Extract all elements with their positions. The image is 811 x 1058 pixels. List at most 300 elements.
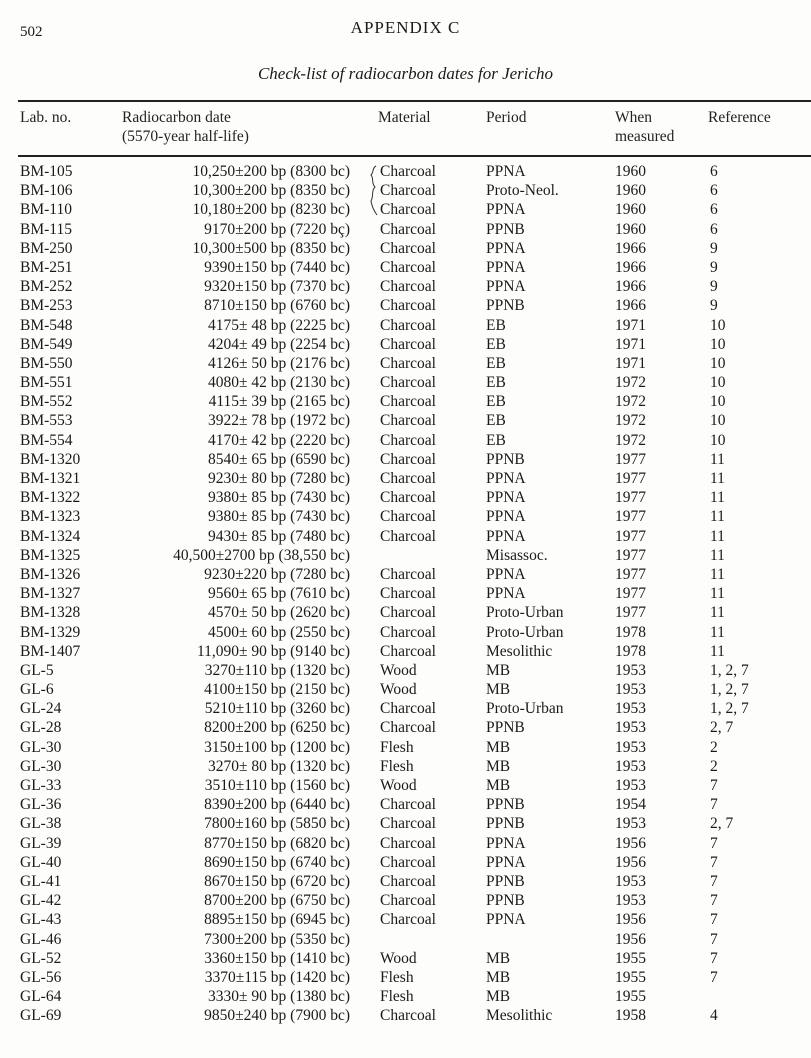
- table-row: [0, 488, 811, 507]
- lab-no-cell: BM-1407: [20, 642, 81, 660]
- header-when-line1: When: [615, 109, 653, 126]
- when-measured-cell: 1956: [615, 834, 646, 852]
- radiocarbon-date-cell: 3510±110 bp (1560 bc): [204, 777, 350, 794]
- table-caption: Check-list of radiocarbon dates for Jericho: [257, 64, 554, 83]
- header-rule: [18, 155, 811, 157]
- period-cell: Misassoc.: [486, 546, 548, 564]
- radiocarbon-date-cell: 10,300±200 bp (8350 bc): [192, 182, 350, 200]
- table-row: [0, 603, 811, 622]
- material-cell: Charcoal: [380, 278, 436, 296]
- material-cell: Wood: [380, 777, 417, 794]
- period-cell: MB: [486, 988, 511, 1006]
- radiocarbon-date-cell: 9170±200 bp (7220 bç): [204, 220, 350, 238]
- material-cell: Charcoal: [380, 393, 436, 411]
- reference-cell: 11: [710, 508, 725, 526]
- reference-cell: 6: [710, 182, 718, 200]
- period-cell: PPNB: [486, 719, 525, 737]
- when-measured-cell: 1953: [615, 681, 646, 699]
- material-cell: Charcoal: [380, 258, 436, 276]
- material-cell: Charcoal: [380, 201, 436, 219]
- table-row: [0, 335, 811, 354]
- period-cell: Proto-Urban: [486, 604, 564, 622]
- when-measured-cell: 1971: [615, 354, 646, 372]
- when-measured-cell: 1977: [615, 527, 646, 545]
- material-cell: Charcoal: [380, 585, 436, 603]
- radiocarbon-date-cell: 9430± 85 bp (7480 bc): [208, 527, 350, 545]
- radiocarbon-date-cell: 9320±150 bp (7370 bc): [204, 278, 350, 296]
- radiocarbon-date-cell: 9390±150 bp (7440 bc): [204, 258, 350, 276]
- material-cell: Wood: [380, 949, 417, 967]
- when-measured-cell: 1953: [615, 757, 646, 775]
- radiocarbon-date-cell: 4080± 42 bp (2130 bc): [208, 374, 350, 392]
- table-row: [0, 699, 811, 718]
- table-body: [0, 162, 811, 1025]
- material-cell: Charcoal: [380, 565, 436, 583]
- radiocarbon-date-cell: 8895±150 bp (6945 bc): [204, 911, 350, 929]
- period-cell: EB: [486, 316, 506, 334]
- table-row: [0, 623, 811, 642]
- material-cell: Charcoal: [380, 796, 436, 814]
- lab-no-cell: GL-28: [20, 719, 62, 737]
- material-cell: Charcoal: [380, 470, 436, 487]
- when-measured-cell: 1966: [615, 278, 646, 296]
- table-row: [0, 987, 811, 1006]
- radiocarbon-date-cell: 11,090± 90 bp (9140 bc): [196, 642, 350, 660]
- radiocarbon-date-cell: 8690±150 bp (6740 bc): [204, 853, 350, 871]
- table-row: [0, 296, 811, 315]
- reference-cell: 11: [710, 565, 725, 583]
- table-row: [0, 776, 811, 795]
- lab-no-cell: BM-554: [20, 431, 73, 449]
- period-cell: EB: [486, 412, 506, 430]
- radiocarbon-date-cell: 4170± 42 bp (2220 bc): [208, 431, 350, 449]
- when-measured-cell: 1977: [615, 604, 646, 622]
- period-cell: EB: [486, 335, 506, 353]
- lab-no-cell: BM-251: [20, 258, 73, 276]
- when-measured-cell: 1953: [615, 815, 646, 833]
- reference-cell: 10: [710, 354, 726, 372]
- table-row: [0, 546, 811, 565]
- material-cell: Charcoal: [380, 450, 436, 468]
- table-row: [0, 814, 811, 833]
- material-cell: Charcoal: [380, 700, 436, 718]
- lab-no-cell: GL-40: [20, 853, 62, 871]
- lab-no-cell: GL-39: [20, 834, 62, 852]
- reference-cell: 7: [710, 853, 718, 871]
- period-cell: PPNA: [486, 508, 526, 526]
- reference-cell: 11: [710, 470, 725, 487]
- period-cell: EB: [486, 354, 506, 372]
- reference-cell: 10: [710, 335, 726, 353]
- radiocarbon-date-cell: 3922± 78 bp (1972 bc): [208, 412, 350, 430]
- radiocarbon-date-cell: 3370±115 bp (1420 bc): [204, 968, 350, 986]
- material-cell: Flesh: [380, 968, 414, 986]
- period-cell: PPNA: [486, 585, 526, 603]
- material-cell: Charcoal: [380, 182, 436, 200]
- radiocarbon-date-cell: 8770±150 bp (6820 bc): [204, 834, 350, 852]
- table-row: [0, 527, 811, 546]
- when-measured-cell: 1953: [615, 719, 646, 737]
- when-measured-cell: 1971: [615, 316, 646, 334]
- when-measured-cell: 1977: [615, 565, 646, 583]
- lab-no-cell: BM-1325: [20, 546, 81, 564]
- reference-cell: 9: [710, 258, 718, 276]
- when-measured-cell: 1955: [615, 988, 646, 1006]
- when-measured-cell: 1956: [615, 930, 646, 948]
- table-row: [0, 354, 811, 373]
- period-cell: MB: [486, 968, 511, 986]
- period-cell: PPNB: [486, 297, 525, 315]
- when-measured-cell: 1953: [615, 872, 646, 890]
- table-row: [0, 968, 811, 987]
- reference-cell: 7: [710, 892, 718, 910]
- lab-no-cell: GL-5: [20, 661, 54, 679]
- when-measured-cell: 1953: [615, 777, 646, 794]
- material-cell: Charcoal: [380, 354, 436, 372]
- lab-no-cell: BM-550: [20, 354, 73, 372]
- lab-no-cell: GL-42: [20, 892, 62, 910]
- radiocarbon-date-cell: 9560± 65 bp (7610 bc): [208, 585, 350, 603]
- material-cell: Charcoal: [380, 431, 436, 449]
- material-cell: Charcoal: [380, 220, 436, 238]
- table-row: [0, 507, 811, 526]
- lab-no-cell: BM-552: [20, 393, 73, 411]
- period-cell: EB: [486, 393, 506, 411]
- reference-cell: 9: [710, 297, 718, 315]
- header-date-line1: Radiocarbon date: [122, 109, 231, 126]
- reference-cell: 7: [710, 930, 718, 948]
- period-cell: MB: [486, 777, 511, 794]
- when-measured-cell: 1972: [615, 412, 646, 430]
- radiocarbon-date-cell: 4175± 48 bp (2225 bc): [208, 316, 350, 334]
- lab-no-cell: BM-551: [20, 374, 73, 392]
- reference-cell: 11: [710, 604, 725, 622]
- reference-cell: 4: [710, 1007, 718, 1025]
- material-cell: Charcoal: [380, 719, 436, 737]
- table-row: [0, 220, 811, 239]
- when-measured-cell: 1977: [615, 585, 646, 603]
- when-measured-cell: 1953: [615, 661, 646, 679]
- reference-cell: 7: [710, 834, 718, 852]
- table-row: [0, 872, 811, 891]
- lab-no-cell: BM-1327: [20, 585, 81, 603]
- table-row: [0, 258, 811, 277]
- material-cell: Charcoal: [380, 412, 436, 430]
- radiocarbon-date-cell: 8710±150 bp (6760 bc): [204, 297, 350, 315]
- lab-no-cell: GL-38: [20, 815, 62, 833]
- radiocarbon-date-cell: 3150±100 bp (1200 bc): [204, 738, 350, 756]
- table-row: [0, 949, 811, 968]
- table-row: [0, 565, 811, 584]
- table-row: [0, 718, 811, 737]
- lab-no-cell: BM-1326: [20, 565, 81, 583]
- when-measured-cell: 1956: [615, 853, 646, 871]
- period-cell: MB: [486, 949, 511, 967]
- lab-no-cell: BM-548: [20, 316, 73, 334]
- reference-cell: 11: [710, 623, 725, 641]
- lab-no-cell: BM-252: [20, 278, 73, 296]
- lab-no-cell: GL-52: [20, 949, 62, 967]
- material-cell: Charcoal: [380, 834, 436, 852]
- period-cell: PPNA: [486, 470, 526, 487]
- reference-cell: 7: [710, 968, 718, 986]
- reference-cell: 2, 7: [710, 719, 734, 737]
- period-cell: EB: [486, 374, 506, 392]
- when-measured-cell: 1972: [615, 393, 646, 411]
- lab-no-cell: GL-69: [20, 1007, 62, 1025]
- period-cell: PPNA: [486, 201, 526, 219]
- when-measured-cell: 1958: [615, 1007, 646, 1025]
- header-period: Period: [486, 109, 527, 126]
- table-row: [0, 239, 811, 258]
- lab-no-cell: GL-36: [20, 796, 62, 814]
- reference-cell: 2, 7: [710, 815, 734, 833]
- reference-cell: 11: [710, 527, 725, 545]
- table-row: [0, 795, 811, 814]
- material-cell: Wood: [380, 681, 417, 699]
- reference-cell: 1, 2, 7: [710, 700, 749, 718]
- when-measured-cell: 1972: [615, 431, 646, 449]
- material-cell: Flesh: [380, 988, 414, 1006]
- reference-cell: 2: [710, 757, 718, 775]
- material-cell: Charcoal: [380, 872, 436, 890]
- period-cell: PPNA: [486, 565, 526, 583]
- when-measured-cell: 1960: [615, 182, 646, 200]
- lab-no-cell: BM-1320: [20, 450, 81, 468]
- reference-cell: 10: [710, 412, 726, 430]
- table-row: [0, 584, 811, 603]
- table-row: [0, 431, 811, 450]
- radiocarbon-date-cell: 8540± 65 bp (6590 bc): [208, 450, 350, 468]
- when-measured-cell: 1966: [615, 258, 646, 276]
- when-measured-cell: 1960: [615, 163, 646, 180]
- reference-cell: 2: [710, 738, 718, 756]
- reference-cell: 11: [710, 489, 725, 507]
- reference-cell: 7: [710, 949, 718, 967]
- radiocarbon-date-cell: 7800±160 bp (5850 bc): [204, 815, 350, 833]
- when-measured-cell: 1977: [615, 546, 646, 564]
- radiocarbon-date-cell: 5210±110 bp (3260 bc): [204, 700, 350, 718]
- reference-cell: 1, 2, 7: [710, 661, 749, 679]
- radiocarbon-date-cell: 8700±200 bp (6750 bc): [204, 892, 350, 910]
- material-cell: Charcoal: [380, 316, 436, 334]
- lab-no-cell: BM-549: [20, 335, 73, 353]
- header-lab-no: Lab. no.: [20, 109, 72, 126]
- period-cell: MB: [486, 681, 511, 699]
- header-radiocarbon-date: [122, 108, 249, 146]
- period-cell: PPNB: [486, 796, 525, 814]
- reference-cell: 7: [710, 911, 718, 929]
- material-cell: Charcoal: [380, 335, 436, 353]
- when-measured-cell: 1978: [615, 623, 646, 641]
- running-head: APPENDIX C: [350, 18, 461, 37]
- table-row: [0, 834, 811, 853]
- period-cell: PPNA: [486, 489, 526, 507]
- lab-no-cell: GL-43: [20, 911, 62, 929]
- lab-no-cell: BM-250: [20, 239, 73, 257]
- when-measured-cell: 1953: [615, 700, 646, 718]
- period-cell: Proto-Urban: [486, 623, 564, 641]
- material-cell: Charcoal: [380, 508, 436, 526]
- radiocarbon-date-cell: 8670±150 bp (6720 bc): [204, 872, 350, 890]
- lab-no-cell: GL-6: [20, 681, 54, 699]
- when-measured-cell: 1977: [615, 508, 646, 526]
- reference-cell: 10: [710, 431, 726, 449]
- when-measured-cell: 1966: [615, 239, 646, 257]
- material-cell: Charcoal: [380, 527, 436, 545]
- material-cell: Charcoal: [380, 642, 436, 660]
- reference-cell: 11: [710, 585, 725, 603]
- table-row: [0, 316, 811, 335]
- table-row: [0, 450, 811, 469]
- period-cell: MB: [486, 757, 511, 775]
- table-row: [0, 277, 811, 296]
- lab-no-cell: GL-46: [20, 930, 62, 948]
- lab-no-cell: BM-106: [20, 182, 73, 200]
- radiocarbon-date-cell: 8200±200 bp (6250 bc): [204, 719, 350, 737]
- radiocarbon-date-cell: 7300±200 bp (5350 bc): [204, 930, 350, 948]
- material-cell: Charcoal: [380, 892, 436, 910]
- radiocarbon-date-cell: 9850±240 bp (7900 bc): [204, 1007, 350, 1025]
- material-cell: Charcoal: [380, 1007, 436, 1025]
- material-cell: Charcoal: [380, 815, 436, 833]
- period-cell: Proto-Urban: [486, 700, 564, 718]
- header-material: Material: [378, 109, 431, 126]
- period-cell: PPNA: [486, 163, 526, 180]
- radiocarbon-date-cell: 40,500±2700 bp (38,550 bc): [173, 546, 350, 564]
- reference-cell: 6: [710, 220, 718, 238]
- table-row: [0, 738, 811, 757]
- material-cell: Flesh: [380, 757, 414, 775]
- reference-cell: 6: [710, 201, 718, 219]
- period-cell: Proto-Neol.: [486, 182, 559, 200]
- period-cell: PPNB: [486, 450, 525, 468]
- table-row: [0, 181, 811, 200]
- radiocarbon-date-cell: 10,300±500 bp (8350 bc): [192, 239, 350, 257]
- material-cell: Charcoal: [380, 604, 436, 622]
- table-row: [0, 373, 811, 392]
- period-cell: PPNA: [486, 527, 526, 545]
- period-cell: PPNB: [486, 220, 525, 238]
- table-row: [0, 642, 811, 661]
- when-measured-cell: 1971: [615, 335, 646, 353]
- radiocarbon-date-cell: 4100±150 bp (2150 bc): [204, 681, 350, 699]
- lab-no-cell: GL-41: [20, 872, 62, 890]
- lab-no-cell: BM-1321: [20, 470, 81, 487]
- when-measured-cell: 1978: [615, 642, 646, 660]
- lab-no-cell: BM-1329: [20, 623, 81, 641]
- material-cell: Wood: [380, 661, 417, 679]
- page-number: 502: [20, 24, 43, 40]
- radiocarbon-date-cell: 9230±220 bp (7280 bc): [204, 565, 350, 583]
- table-row: [0, 162, 811, 181]
- radiocarbon-date-cell: 10,250±200 bp (8300 bc): [192, 163, 350, 180]
- table-row: [0, 680, 811, 699]
- top-rule: [18, 100, 811, 102]
- lab-no-cell: BM-553: [20, 412, 73, 430]
- radiocarbon-date-cell: 3270±110 bp (1320 bc): [204, 661, 350, 679]
- period-cell: Mesolithic: [486, 1007, 553, 1025]
- period-cell: MB: [486, 738, 511, 756]
- lab-no-cell: BM-1323: [20, 508, 81, 526]
- when-measured-cell: 1960: [615, 220, 646, 238]
- reference-cell: 11: [710, 546, 725, 564]
- material-cell: Charcoal: [380, 623, 436, 641]
- radiocarbon-date-cell: 3360±150 bp (1410 bc): [204, 949, 350, 967]
- when-measured-cell: 1960: [615, 201, 646, 219]
- lab-no-cell: BM-1322: [20, 489, 81, 507]
- material-cell: Charcoal: [380, 374, 436, 392]
- lab-no-cell: BM-110: [20, 201, 72, 219]
- when-measured-cell: 1955: [615, 968, 646, 986]
- period-cell: PPNB: [486, 872, 525, 890]
- header-reference: Reference: [708, 109, 771, 126]
- radiocarbon-date-cell: 3270± 80 bp (1320 bc): [208, 757, 350, 775]
- lab-no-cell: GL-30: [20, 757, 62, 775]
- radiocarbon-date-cell: 9230± 80 bp (7280 bc): [208, 470, 350, 487]
- when-measured-cell: 1966: [615, 297, 646, 315]
- when-measured-cell: 1953: [615, 892, 646, 910]
- lab-no-cell: GL-64: [20, 988, 62, 1006]
- lab-no-cell: BM-1324: [20, 527, 81, 545]
- header-date-line2: (5570-year half-life): [122, 128, 249, 145]
- table-row: [0, 200, 811, 219]
- reference-cell: 9: [710, 278, 718, 296]
- table-row: [0, 853, 811, 872]
- lab-no-cell: GL-33: [20, 777, 62, 794]
- lab-no-cell: BM-1328: [20, 604, 81, 622]
- table-row: [0, 469, 811, 488]
- when-measured-cell: 1977: [615, 470, 646, 487]
- when-measured-cell: 1977: [615, 489, 646, 507]
- period-cell: PPNA: [486, 258, 526, 276]
- lab-no-cell: BM-115: [20, 220, 72, 238]
- reference-cell: 11: [710, 450, 725, 468]
- reference-cell: 7: [710, 777, 718, 794]
- table-row: [0, 661, 811, 680]
- reference-cell: 6: [710, 163, 718, 180]
- radiocarbon-date-cell: 8390±200 bp (6440 bc): [204, 796, 350, 814]
- radiocarbon-date-cell: 4204± 49 bp (2254 bc): [208, 335, 350, 353]
- period-cell: PPNA: [486, 911, 526, 929]
- radiocarbon-date-cell: 4126± 50 bp (2176 bc): [208, 354, 350, 372]
- when-measured-cell: 1956: [615, 911, 646, 929]
- reference-cell: 7: [710, 796, 718, 814]
- material-cell: Flesh: [380, 738, 414, 756]
- table-row: [0, 411, 811, 430]
- period-cell: PPNB: [486, 815, 525, 833]
- table-row: [0, 891, 811, 910]
- reference-cell: 7: [710, 872, 718, 890]
- lab-no-cell: GL-30: [20, 738, 62, 756]
- reference-cell: 10: [710, 316, 726, 334]
- material-cell: Charcoal: [380, 911, 436, 929]
- radiocarbon-date-cell: 4570± 50 bp (2620 bc): [208, 604, 350, 622]
- period-cell: PPNA: [486, 853, 526, 871]
- period-cell: EB: [486, 431, 506, 449]
- header-when-line2: measured: [615, 128, 675, 145]
- when-measured-cell: 1954: [615, 796, 646, 814]
- radiocarbon-date-cell: 4500± 60 bp (2550 bc): [208, 623, 350, 641]
- material-cell: Charcoal: [380, 163, 436, 180]
- lab-no-cell: GL-56: [20, 968, 62, 986]
- radiocarbon-date-cell: 10,180±200 bp (8230 bc): [192, 201, 350, 219]
- lab-no-cell: BM-105: [20, 163, 73, 180]
- material-cell: Charcoal: [380, 853, 436, 871]
- period-cell: PPNA: [486, 239, 526, 257]
- radiocarbon-date-cell: 9380± 85 bp (7430 bc): [208, 489, 350, 507]
- when-measured-cell: 1953: [615, 738, 646, 756]
